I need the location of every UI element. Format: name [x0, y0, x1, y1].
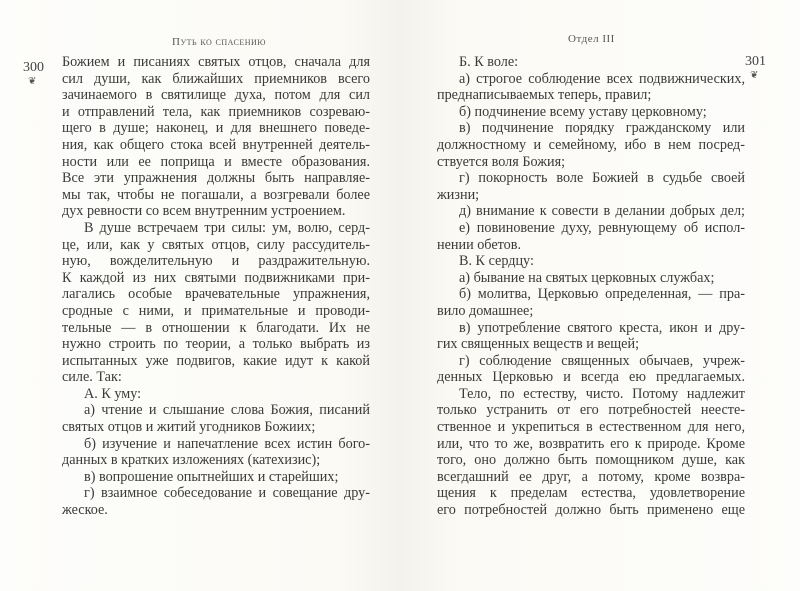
text-line: а) бывание на святых церковных службах; — [459, 269, 715, 286]
text-line: преднаписываемых теперь, правил; — [437, 87, 652, 104]
text-line: денных Церковью и всегда ею предлагаемых. — [437, 369, 745, 386]
text-line: жеское. — [62, 502, 108, 519]
text-line: ственное и укрепиться в естественном для него, — [437, 419, 745, 436]
text-line: должностному и семейному, ибо в нем посред- — [437, 136, 745, 153]
text-line: только устранить от его потребностей неесте- — [437, 402, 745, 419]
text-line: сил души, как ближайших приемников всего — [62, 70, 370, 87]
text-line: в) вопрошение опытнейших и старейших; — [84, 468, 339, 485]
text-line: б) молитва, Церковью определенная, — пра- — [459, 286, 745, 303]
text-line: в) употребление святого креста, икон и дру- — [459, 319, 745, 336]
text-line: всегдашний ее друг, а потому, кроме возвра- — [437, 468, 745, 485]
right-page — [400, 0, 800, 591]
text-line: нении обетов. — [437, 236, 521, 253]
text-line: б) изучение и напечатление всех истин бого- — [84, 435, 370, 452]
text-line: силе. Так: — [62, 369, 122, 386]
text-line: а) чтение и слышание слова Божия, писаний — [84, 402, 370, 419]
page-number: 301 — [745, 54, 766, 69]
text-line: це, или, как у святых отцов, силу рассудитель- — [62, 236, 370, 253]
ornament-icon: ❦ — [750, 70, 759, 81]
text-line: Б. К воле: — [459, 54, 519, 70]
text-line: или, что то же, возвратить его к природе. Кроме — [437, 435, 745, 452]
text-line: г) взаимное собеседование и совещание дру- — [84, 485, 370, 502]
page-body — [62, 54, 370, 519]
page-body — [437, 54, 745, 519]
text-line: дух ревности со всем внутренним устроением. — [62, 203, 346, 220]
page-number: 300 — [23, 60, 44, 75]
text-line: б) подчинение всему уставу церковному; — [459, 103, 707, 120]
text-line: ности или ее поприща и вместе образования. — [62, 153, 370, 170]
text-line: сродные с ними, и примательные и проводи- — [62, 302, 370, 319]
text-line: того, оно должно быть помощником душе, как — [437, 452, 745, 469]
text-line: г) покорность воле Божией в судьбе своей — [459, 170, 745, 187]
text-line: е) повиновение духу, ревнующему об испол- — [459, 219, 745, 236]
text-line: д) внимание к совести в делании добрых дел; — [459, 203, 745, 220]
ornament-icon: ❦ — [28, 76, 37, 87]
text-line: данных в кратких изложениях (катехизис); — [62, 452, 321, 469]
text-line: в) подчинение порядку гражданскому или — [459, 120, 745, 137]
text-line: щения к пределам естества, удовлетворение — [437, 485, 745, 502]
running-header: Путь ко спасению — [172, 36, 266, 48]
text-line: Все эти упражнения должны быть направляе- — [62, 170, 370, 187]
text-line: вило домашнее; — [437, 302, 534, 319]
text-line: и отправлений тела, как приемников созреваю- — [62, 103, 370, 120]
text-line: лагались особые врачевательные упражнения, — [62, 286, 370, 303]
text-line: Божием и писаниях святых отцов, сначала для — [62, 54, 370, 70]
running-header: Отдел III — [568, 33, 615, 45]
text-line: Тело, по естеству, чисто. Потому надлежит — [459, 385, 745, 402]
text-line: ния, как общего стока всей внутренней деятель- — [62, 136, 370, 153]
text-line: нужно строить по теории, а только выбрать из — [62, 336, 370, 353]
text-line: А. К уму: — [84, 385, 142, 402]
text-line: г) соблюдение священных обычаев, учреж- — [459, 352, 745, 369]
text-line: В. К сердцу: — [459, 253, 534, 270]
text-line: мы так, чтобы не погашали, а возгревали более — [62, 186, 370, 203]
text-line: К каждой из них святыми подвижниками при- — [62, 269, 370, 286]
text-line: зачинаемого в святилище духа, потом для сил — [62, 87, 370, 104]
text-line: гих священных веществ и вещей; — [437, 336, 640, 353]
text-line: тельные — в отношении к благодати. Их не — [62, 319, 370, 336]
text-line: испытанных уже подвигов, какие идут к какой — [62, 352, 370, 369]
text-line: его потребностей должно быть применено еще — [437, 502, 745, 519]
text-line: В душе встречаем три силы: ум, волю, серд- — [84, 219, 370, 236]
text-line: святых отцов и житий угодников Божиих; — [62, 419, 316, 436]
text-line: ствуется воля Божия; — [437, 153, 566, 170]
text-line: щего в душе; наконец, и для внешнего поведе- — [62, 120, 370, 137]
text-line: ную, вожделительную и раздражительную. — [62, 253, 370, 270]
text-line: а) строгое соблюдение всех подвижнических, — [459, 70, 745, 87]
text-line: жизни; — [437, 186, 480, 203]
